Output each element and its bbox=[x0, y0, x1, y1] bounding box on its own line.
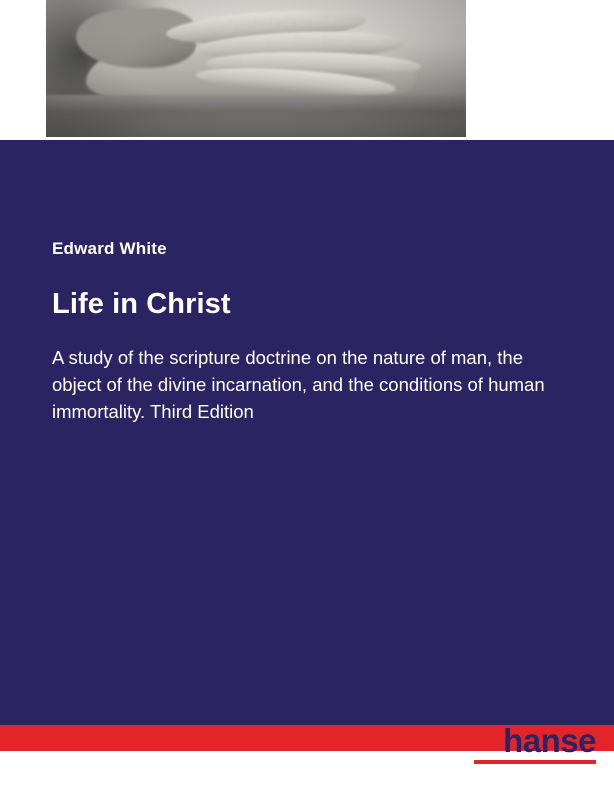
publisher-logo-text: hanse bbox=[503, 722, 596, 759]
book-title: Life in Christ bbox=[52, 288, 231, 320]
open-hand-photo bbox=[46, 0, 466, 137]
publisher-logo-underline bbox=[474, 760, 596, 764]
author-name: Edward White bbox=[52, 239, 167, 258]
publisher-logo-area bbox=[0, 722, 614, 800]
photo-vignette bbox=[46, 0, 466, 137]
book-subtitle: A study of the scripture doctrine on the nature of man, the object of the divine incarnation, and the conditions of human immortality. Third Edition bbox=[52, 347, 545, 422]
cover-photo-band bbox=[0, 0, 614, 140]
cover-main-panel bbox=[0, 140, 614, 725]
